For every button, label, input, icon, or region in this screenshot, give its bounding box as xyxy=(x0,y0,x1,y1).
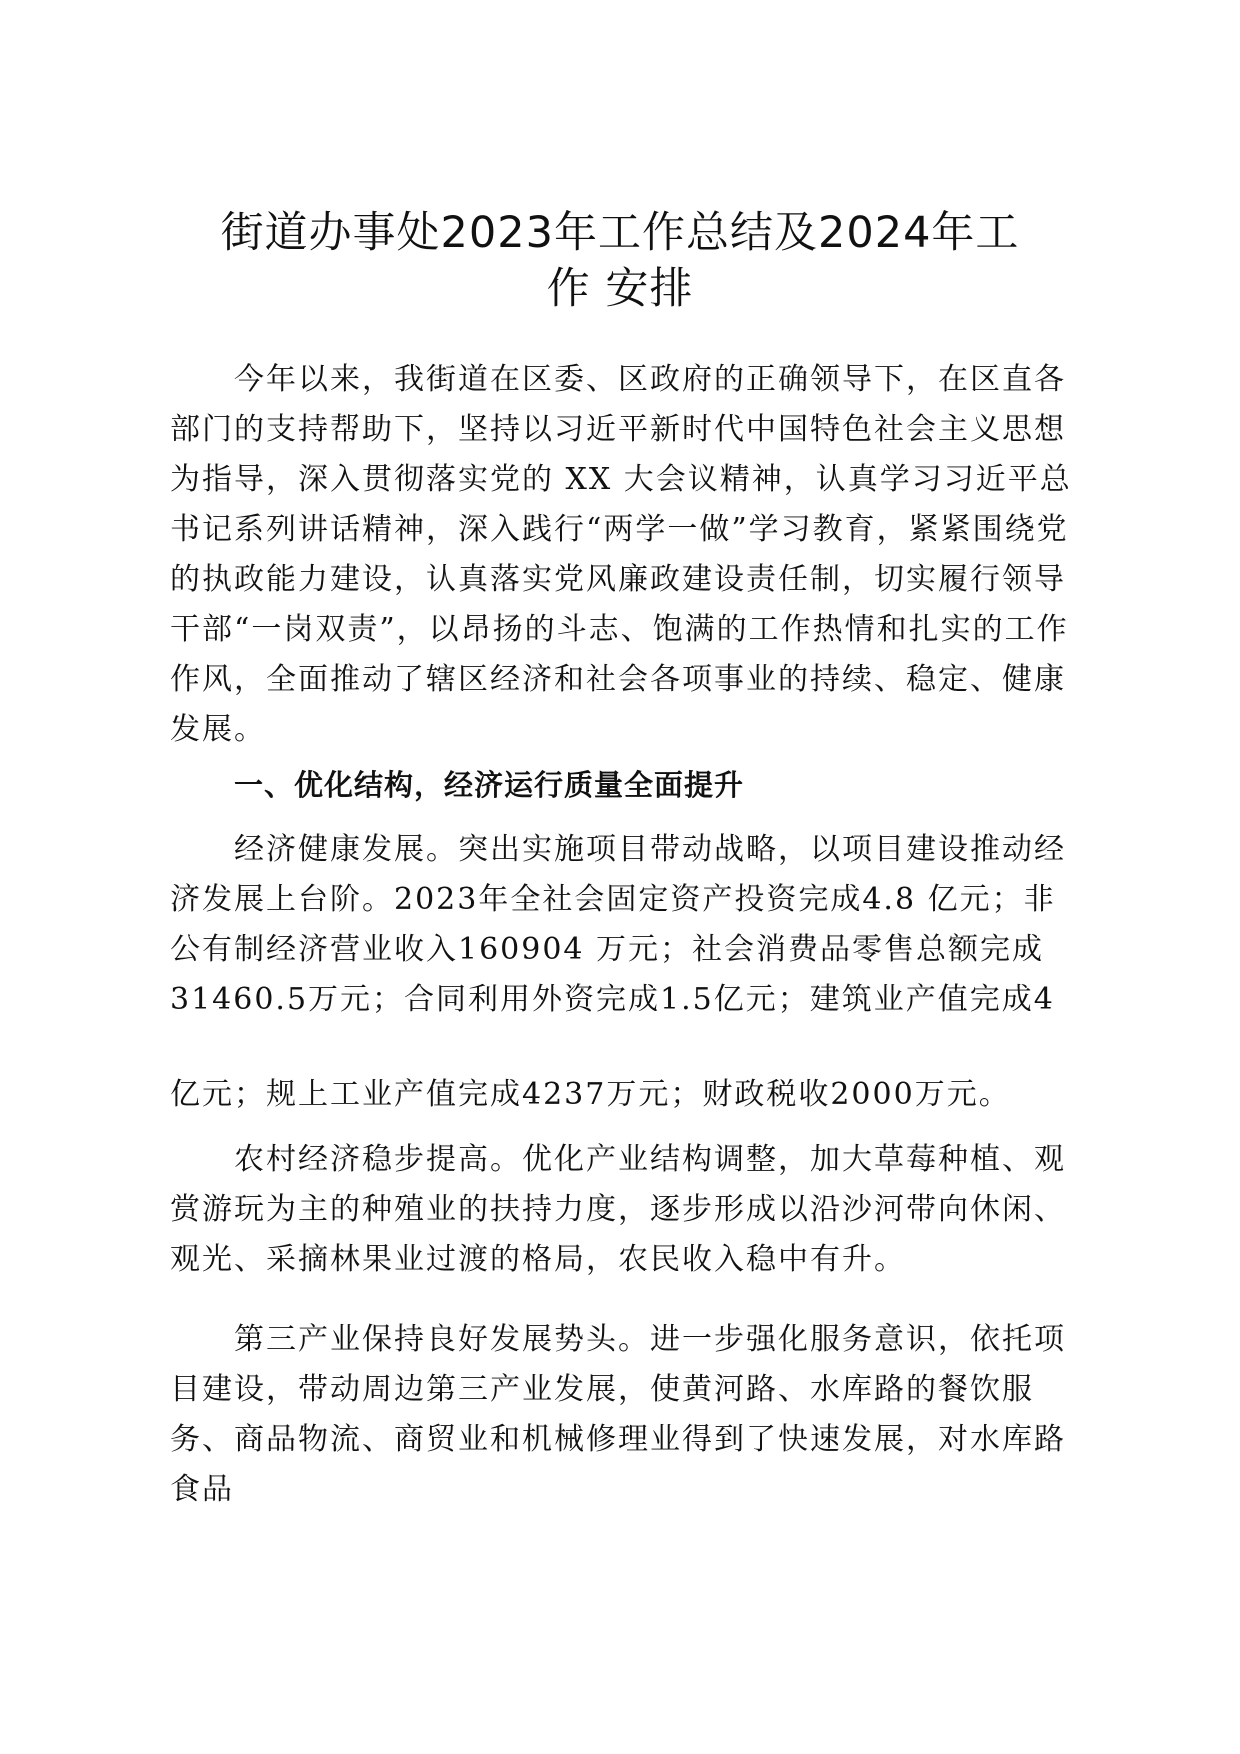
intro-paragraph: 今年以来，我街道在区委、区政府的正确领导下，在区直各部门的支持帮助下，坚持以习近平新时代中国特色社会主义思想为指导，深入贯彻落实党的 XX 大会议精神，认真学习习近平总书记系列讲话精神，深入践行“两学一做”学习教育，紧紧围绕党的执政能力建设，认真落实党风廉政建设责任制，切实履行领导干部“一岗双责”，以昂扬的斗志、饱满的工作热情和扎实的工作作风，全面推动了辖区经济和社会各项事业的持续、稳定、健康发展。 xyxy=(170,362,1072,747)
tertiary-industry-paragraph: 第三产业保持良好发展势头。进一步强化服务意识，依托项目建设，带动周边第三产业发展，使黄河路、水库路的餐饮服务、商品物流、商贸业和机械修理业得到了快速发展，对水库路食品 xyxy=(170,1322,1066,1507)
title-line-2: 作 安排 xyxy=(546,264,694,314)
economy-paragraph-tail: 亿元；规上工业产值完成4237万元；财政税收2000万元。 xyxy=(170,1077,1011,1112)
title-line-1: 街道办事处2023年工作总结及2024年工 xyxy=(220,208,1020,258)
document-title xyxy=(150,205,1090,317)
economy-paragraph: 经济健康发展。突出实施项目带动战略，以项目建设推动经济发展上台阶。2023年全社会固定资产投资完成4.8 亿元；非 公有制经济营业收入160904 万元；社会消费品零售总额完成 31460.5万元；合同利用外资完成1.5亿元；建筑业产值完成4 xyxy=(170,832,1066,1017)
section-heading-1: 一、优化结构，经济运行质量全面提升 xyxy=(234,768,745,802)
rural-economy-paragraph: 农村经济稳步提高。优化产业结构调整，加大草莓种植、观赏游玩为主的种殖业的扶持力度，逐步形成以沿沙河带向休闲、观光、采摘林果业过渡的格局，农民收入稳中有升。 xyxy=(170,1142,1066,1277)
